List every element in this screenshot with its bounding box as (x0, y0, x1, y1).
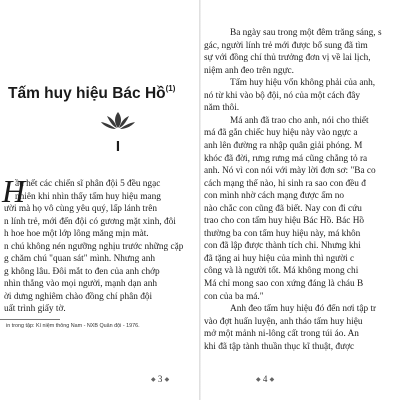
text-line: anh lên đường ra nhập quân giải phóng. M (204, 140, 363, 151)
text-line: Ba ngày sau trong một đêm trăng sáng, s (230, 28, 382, 38)
text-line: cách mạng thế nào, hi sinh ra sao con đều đ (204, 178, 366, 189)
paragraph-line: g chăm chú "quan sát" mình. Nhưng anh (4, 254, 156, 265)
diamond-icon: ◆ (164, 377, 170, 383)
paragraph-line: n chú không nén ngưỡng nghịu trước những cặp (4, 241, 184, 252)
text-line: trao cho con tấm huy hiệu Bác Hồ. Bác Hồ (204, 216, 365, 227)
page-number-right (256, 374, 274, 384)
chapter-title (8, 84, 175, 103)
text-line: công và là người tốt. Má không mong chi (204, 266, 359, 277)
text-line: năm thôi. (204, 103, 240, 114)
text-line: khi đã tập tành thuần thục kĩ thuật, được (204, 341, 355, 352)
text-line: Tấm huy hiệu vốn không phải của anh, (230, 78, 376, 89)
paragraph-line: g không lâu. Đôi mắt to đen của anh chớp (4, 266, 160, 277)
paragraph-line: nhìn thẳng vào mọi người, mạnh dạn anh (4, 279, 157, 290)
footnote-rule (0, 319, 60, 320)
page-number-left (151, 374, 169, 384)
text-line: con mình nhờ cách mạng được ấm no (204, 191, 345, 202)
diamond-icon: ◆ (269, 377, 275, 383)
opening-paragraph (0, 173, 199, 316)
text-line: thường ba con tấm huy hiệu này, má khôn (204, 228, 361, 239)
paragraph-line: nhiên khi nhìn thấy tấm huy hiệu mang (15, 191, 161, 202)
drop-cap: H (2, 173, 26, 209)
paragraph-line: h hoe hoe một lớp lông măng mịn màt. (4, 229, 149, 240)
footnote: in trong tập: Kí niệm thông Nam - NXB Quân đội - 1976. (6, 323, 140, 329)
text-line: con đã lập được thành tích chi. Nhưng khi (204, 241, 361, 252)
text-line: khóc đã đời, rưng rưng má cũng chẳng tỏ ra (204, 153, 368, 164)
text-line: nào chắc con cũng đã biết. Nay con đi cứu (204, 203, 362, 214)
text-line: niệm anh đeo trên ngực. (204, 65, 294, 76)
footnote-marker: (1) (165, 84, 176, 93)
text-line: Má anh đã trao cho anh, nói cho thiết (230, 115, 369, 126)
text-line: đã tặng ai huy hiệu của mình thì người c (204, 253, 355, 264)
text-line: nó từ khi vào bộ đội, nó của một cách đây (204, 90, 361, 101)
section-number: I (115, 138, 121, 155)
text-line: Anh đeo tấm huy hiệu đó đến nơi tập tr (230, 304, 377, 315)
diamond-icon: ◆ (151, 377, 156, 383)
text-line: anh. Nó vì con nói với mày lời đơn sơ: "Ba co (204, 166, 376, 177)
right-page (201, 0, 400, 400)
paragraph-line: ười mà họ vô cùng yêu quý, lấp lánh trên (4, 204, 157, 215)
paragraph-line: ời dưng nghiêm chào đồng chí phân đội (4, 291, 153, 302)
text-line: má đã gắn chiếc huy hiệu này vào ngực a (204, 128, 358, 139)
text-line: sự với đồng chí thủ trưởng đơn vị về lai lịch, (204, 53, 371, 64)
paragraph-line: ầu hết các chiến sĩ phân đội 5 đều ngạc (15, 179, 161, 189)
left-page (0, 0, 199, 400)
paragraph-line: n lính trẻ, mới đến đội có gương mặt xinh, đôi (4, 216, 176, 227)
paragraph-line: uất trình giấy tờ. (4, 304, 66, 315)
text-line: mở một mảnh ni-lông cất trong túi áo. An (204, 329, 359, 340)
text-line: con của ba má." (204, 291, 264, 302)
diamond-icon: ◆ (256, 377, 261, 383)
text-line: Má chỉ mong sao con xứng đáng là cháu B (204, 279, 364, 289)
page-number-value: 3 (157, 374, 163, 384)
lotus-icon (98, 111, 138, 131)
text-line: vào đợt huấn luyện, anh tháo tấm huy hiệu (204, 316, 363, 327)
page-number-value: 4 (262, 374, 268, 384)
text-line: gác, người lính trẻ mới được bổ sung đã tìm (204, 40, 368, 51)
chapter-title-text: Tấm huy hiệu Bác Hồ (8, 85, 166, 102)
